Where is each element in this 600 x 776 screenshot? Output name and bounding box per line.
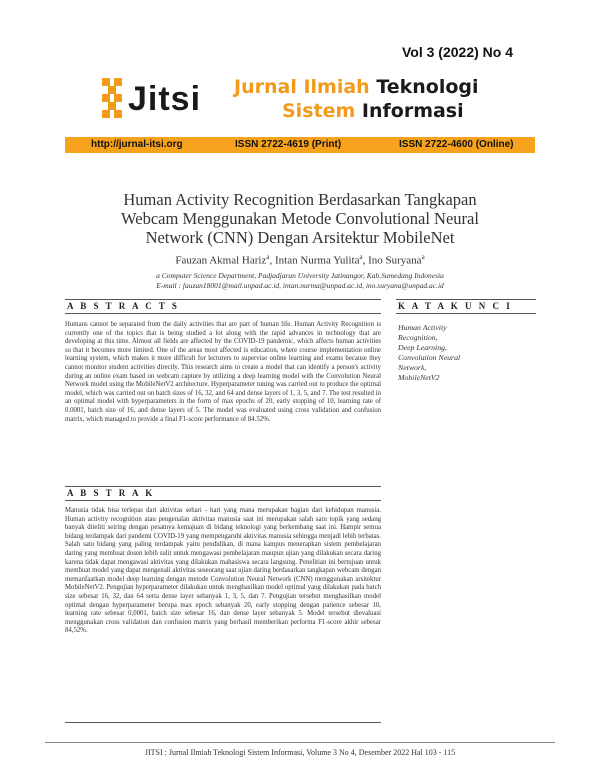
issn-print: ISSN 2722-4619 (Print) [235, 139, 342, 150]
journal-name-word: Jurnal Ilmiah [234, 76, 370, 98]
article-title [100, 190, 500, 247]
author-superscript: a [359, 253, 363, 261]
journal-name-word: Sistem [282, 100, 356, 122]
email-list: E-mail : fauzan18001@mail.unpad.ac.id, intan.nurma@unpad.ac.id, ino.suryana@unpad.ac.id [156, 281, 444, 290]
journal-name-word: Teknologi [376, 76, 479, 98]
keywords-heading: K A T A K U N C I [398, 301, 513, 311]
divider [65, 500, 381, 501]
title-line: Webcam Menggunakan Metode Convolutional Neural [121, 209, 479, 228]
author-superscript: a [421, 253, 425, 261]
journal-info-bar [65, 137, 535, 153]
issn-online: ISSN 2722-4600 (Online) [399, 139, 514, 150]
author-superscript: a [266, 253, 270, 261]
keyword-item: MobileNetV2 [398, 373, 440, 382]
journal-name-line2 [282, 100, 464, 122]
title-line: Network (CNN) Dengan Arsitektur MobileNet [145, 228, 455, 247]
abstrak-text: Manusia tidak bisa terlepas dari aktivitas sehari - hari yang mana merupakan bagian dari kehidupan manusia. Human activity recognition atau pengenalan aktivitas manusia saat ini merupakan salah satu topik yang sedang banyak diteliti seiring dengan pesatnya kemajuan di bidang teknologi yang berkembang saat ini. Hampir semua bidang terdampak dari pandemi COVID-19 yang mempengaruhi aktivitas manusia sehingga menjadi lebih terbatas. Salah satu bidang yang paling terdampak yaitu pendidikan, di mana kampus menerapkan sistem pembelajaran daring yang membuat dosen lebih sulit untuk mengawasi pembelajaran maupun ujian yang dilakukan secara daring karena tidak dapat mengawasi aktivitas yang dilakukan mahasiswa secara langsung. Penelitian ini bertujuan untuk membuat model yang dapat mengenali aktivitas seseorang saat ujian daring berdasarkan tangkapan webcam dengan memanfaatkan model deep learning dengan metode Convolution Neural Network (CNN) menggunakan arsitektur MobileNetV2. Pengujian hyperparameter dilakukan untuk menghasilkan model optimal yang dilakukan pada batch size sebesar 16, 32, dan 64 serta dense layer sebanyak 1, 3, 5, dan 7. Pengujian tersebut menghasilkan model optimal dengan hyperparameter berupa max epoch sebanyak 20, early stopping dengan patience sebesar 10, learning rate sebesar 0,0001, batch size sebesar 16, dan dense layer sebanyak 5. Model tersebut dievaluasi menggunakan cross validation dan confusion matrix yang berhasil memberikan performa F1-score akhir sebesar 84,52%. [65, 507, 381, 635]
divider [396, 299, 536, 300]
logo-text: Jitsi [128, 80, 202, 118]
divider [65, 299, 381, 300]
keyword-item: Convolution Neural Network, [398, 353, 461, 372]
affiliation: a Computer Science Department, Padjadjaran University Jatinangor, Kab.Sumedang Indonesia [156, 271, 444, 280]
keyword-item: Deep Learning, [398, 343, 447, 352]
divider [65, 486, 381, 487]
journal-name-line1 [234, 76, 479, 98]
footer-divider [45, 742, 555, 743]
keyword-item: Human Activity Recognition, [398, 323, 447, 342]
author-list: Fauzan Akmal Hariz$^a$, Intan Nurma Yulita$^a$, Ino Suryana$^a$ [175, 253, 425, 267]
divider [396, 313, 536, 314]
abstrak-heading: A B S T R A K [67, 488, 155, 498]
divider [65, 722, 381, 723]
journal-url-link[interactable]: http://jurnal-itsi.org [91, 139, 183, 150]
volume-label: Vol 3 (2022) No 4 [402, 44, 514, 60]
author-name: Intan Nurma Yulita [274, 254, 360, 267]
abstracts-heading: A B S T R A C T S [67, 301, 180, 311]
title-line: Human Activity Recognition Berdasarkan Tangkapan [123, 190, 477, 209]
journal-name-word: Informasi [361, 100, 464, 122]
author-name: Fauzan Akmal Hariz [175, 254, 267, 267]
page-footer: JITSI : Jurnal Ilmiah Teknologi Sistem Informasi, Volume 3 No 4, Desember 2022 Hal 103 - 115 [144, 748, 456, 757]
keyword-list [398, 323, 488, 383]
author-name: Ino Suryana [368, 254, 422, 267]
divider [65, 313, 381, 314]
affiliation-block [120, 271, 480, 291]
abstract-text: Humans cannot be separated from the daily activities that are part of human life. Human Activity Recognition is currently one of the topics that is being studied a lot along with the rapid advances in technology that are developing at this time. Almost all fields are affected by the COVID-19 pandemic, which affects human activities so that it becomes more limited. One of the areas most affected is education, where course implementation online learning system, which makes it more difficult for lecturers to supervise online learning and exams because they cannot monitor student activities directly. This research aims to create a model that can identify a person's activity during an online exam based on webcam capture by utilizing a deep learning model with the Convolution Neural Network model using the MobileNetV2 architecture. Hyperparameter tuning was carried out to produce the optimal model, which was carried out on batch sizes of 16, 32, and 64 and dense layers of 1, 3, 5, and 7. The test resulted in an optimal model with hyperparameters in the form of max epochs of 20, early stopping of 10, learning rate of 0.0001, batch size of 16, and dense layers of 5. The model was evaluated using cross validation and confusion matrix, which managed to provide a final F1-score performance of 84.52%. [65, 321, 381, 423]
